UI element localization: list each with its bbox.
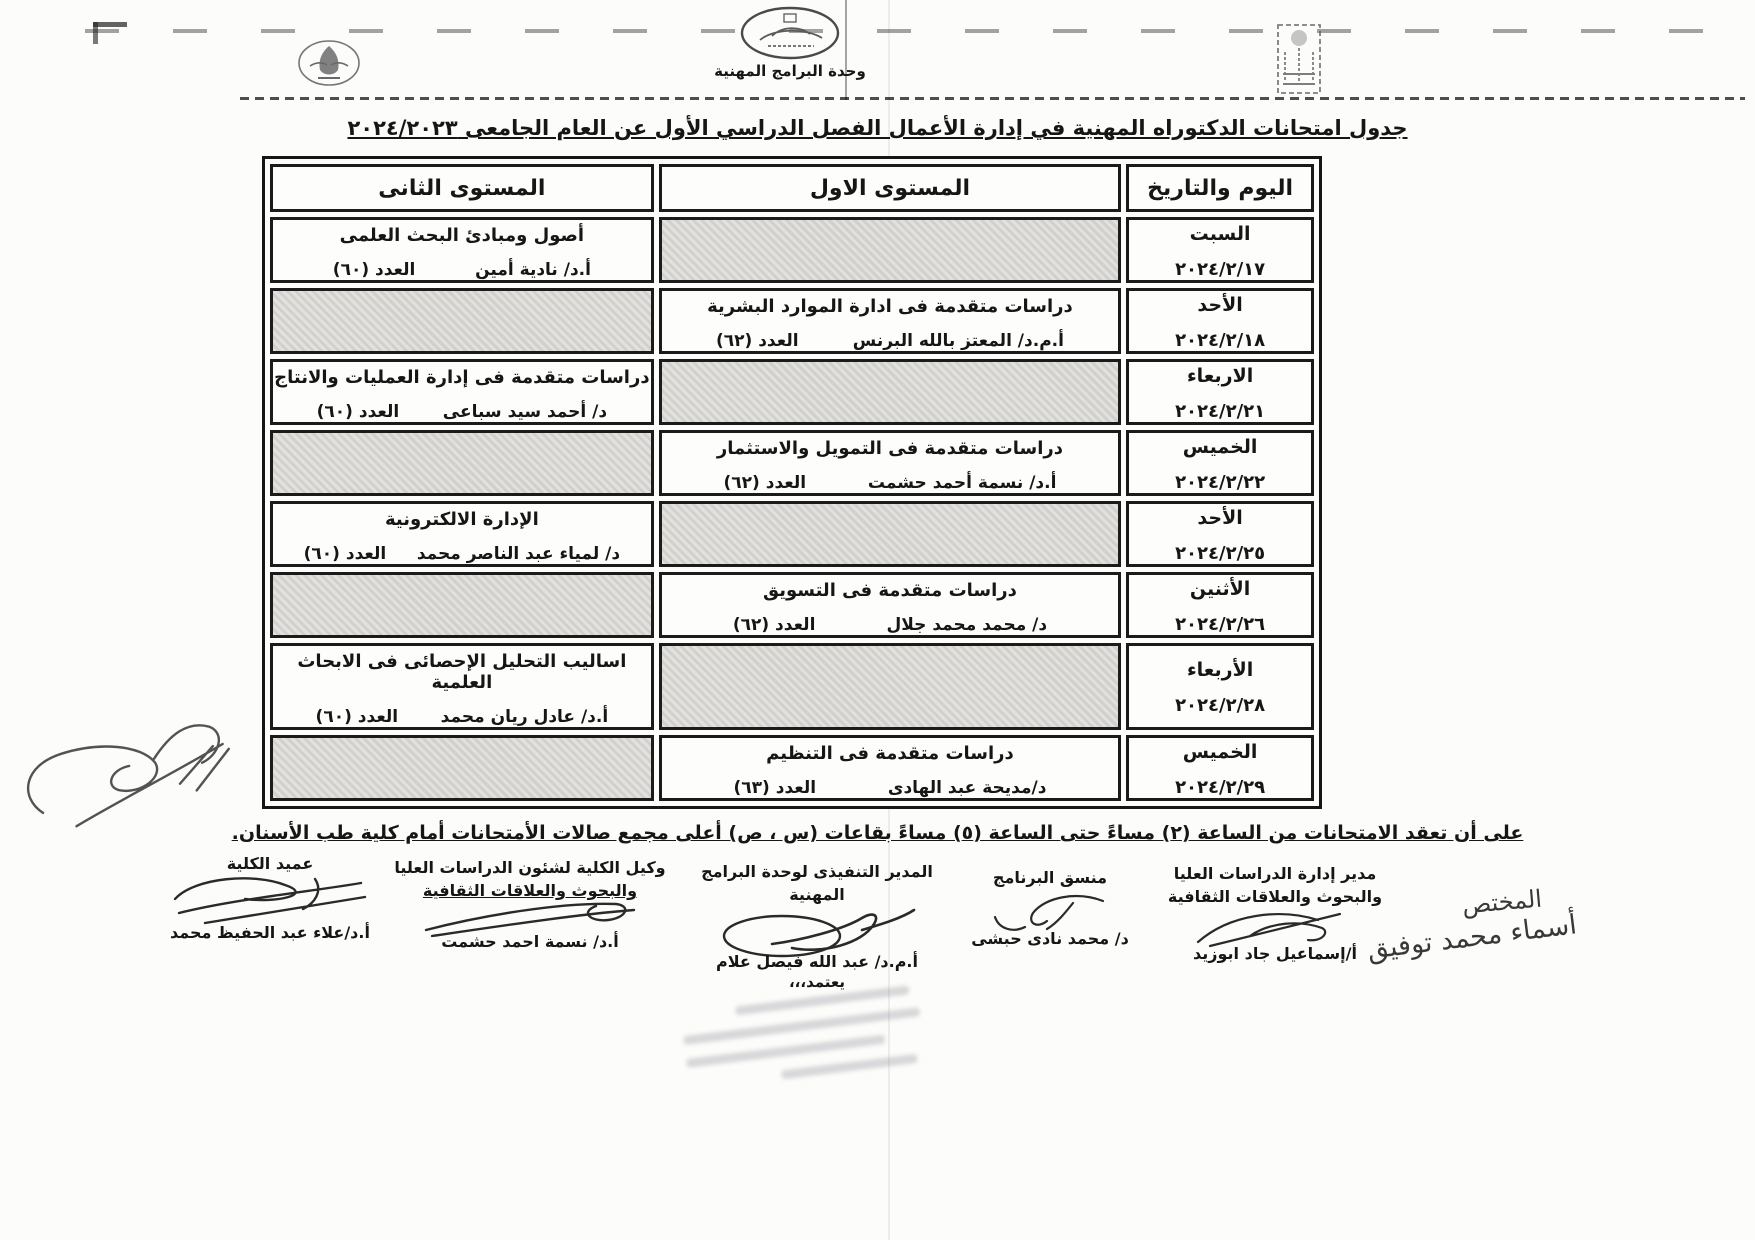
exam-cell: أصول ومبادئ البحث العلمى أ.د/ نادية أمين العدد (٦٠) (270, 217, 654, 283)
sig-title-line: المدير التنفيذى لوحدة البرامج المهنية (701, 862, 933, 905)
student-count: العدد (٦٠) (316, 402, 400, 422)
column-header-day-date: اليوم والتاريخ (1126, 164, 1314, 212)
day-date-cell: الأحد ٢٠٢٤/٢/١٨ (1126, 288, 1314, 354)
exam-cell: دراسات متقدمة فى التسويق د/ محمد محمد جلال العدد (٦٢) (659, 572, 1121, 638)
exam-cell: دراسات متقدمة فى التمويل والاستثمار أ.د/ نسمة أحمد حشمت العدد (٦٢) (659, 430, 1121, 496)
table-row (270, 359, 1314, 425)
sig-title-line: عميد الكلية (226, 854, 314, 873)
exam-timing-note: على أن تعقد الامتحانات من الساعة (٢) مساءً حتى الساعة (٥) مساءً بقاعات (س ، ص) أعلى مجمع صالات الأمتحانات أمام كلية طب الأسنان. (231, 822, 1524, 844)
lecturer: أ.م.د/ المعتز بالله البرنس (852, 331, 1064, 351)
table-row (270, 643, 1314, 730)
sig-name: أ.د/ نسمة احمد حشمت (441, 932, 619, 952)
exam-cell: الإدارة الالكترونية د/ لمياء عبد الناصر محمد العدد (٦٠) (270, 501, 654, 567)
lecturer: د/ لمياء عبد الناصر محمد (416, 544, 621, 564)
lecturer: د/ أحمد سيد سباعى (442, 402, 608, 422)
sig-title-line: مدير إدارة الدراسات العليا (1173, 864, 1377, 883)
handwritten-label: المختص (1460, 884, 1544, 920)
signature-block-coordinator (950, 866, 1150, 948)
table-row (270, 572, 1314, 638)
empty-cell (270, 288, 654, 354)
column-header-level2: المستوى الثانى (270, 164, 654, 212)
sig-name: أ.د/علاء عبد الحفيظ محمد (170, 923, 370, 943)
column-header-level1: المستوى الاول (659, 164, 1121, 212)
day-date-cell: الخميس ٢٠٢٤/٢/٢٩ (1126, 735, 1314, 801)
signature-block-dean (150, 852, 390, 942)
sig-title-line: منسق البرنامج (992, 868, 1108, 887)
exam-cell: دراسات متقدمة فى إدارة العمليات والانتاج د/ أحمد سيد سباعى العدد (٦٠) (270, 359, 654, 425)
empty-cell (659, 501, 1121, 567)
exam-cell: دراسات متقدمة فى ادارة الموارد البشرية أ.م.د/ المعتز بالله البرنس العدد (٦٢) (659, 288, 1121, 354)
lecturer: د/ محمد محمد جلال (886, 615, 1048, 635)
empty-cell (270, 430, 654, 496)
empty-cell (659, 359, 1121, 425)
handwritten-name: أسماء محمد توفيق (1365, 909, 1579, 966)
empty-cell (659, 643, 1121, 730)
student-count: العدد (٦٢) (723, 473, 807, 493)
student-count: العدد (٦٠) (303, 544, 387, 564)
sig-title-line: والبحوث والعلاقات الثقافية (422, 881, 638, 901)
registry-stamp-icon (1275, 22, 1323, 96)
approval-word: يعتمد،،، (788, 973, 846, 992)
empty-cell (659, 217, 1121, 283)
page-title: جدول امتحانات الدكتوراه المهنية في إدارة الأعمال الفصل الدراسي الأول عن العام الجامعى ٢٠٢٤/٢٠٢٣ (347, 116, 1408, 140)
college-stamp-icon (296, 38, 362, 88)
table-row (270, 501, 1314, 567)
sig-title-line: والبحوث والعلاقات الثقافية (1167, 887, 1383, 907)
lecturer: أ.د/ نسمة أحمد حشمت (867, 473, 1057, 493)
table-row (270, 735, 1314, 801)
margin-handwritten-signature (0, 682, 256, 878)
day-date-cell: الخميس ٢٠٢٤/٢/٢٢ (1126, 430, 1314, 496)
day-date-cell: الأثنين ٢٠٢٤/٢/٢٦ (1126, 572, 1314, 638)
scan-corner-mark (93, 22, 98, 44)
student-count: العدد (٦٣) (733, 778, 817, 798)
table-row (270, 217, 1314, 283)
day-date-cell: الأحد ٢٠٢٤/٢/٢٥ (1126, 501, 1314, 567)
scan-corner-mark (93, 22, 127, 27)
sig-name: د/ محمد نادى حبشى (971, 929, 1129, 949)
table-row (270, 288, 1314, 354)
signature-block-exec-director (672, 860, 962, 991)
table-header-row (270, 164, 1314, 212)
exam-cell: اساليب التحليل الإحصائى فى الابحاث العلمية أ.د/ عادل ريان محمد العدد (٦٠) (270, 643, 654, 730)
student-count: العدد (٦٠) (332, 260, 416, 280)
empty-cell (270, 572, 654, 638)
lecturer: أ.د/ عادل ريان محمد (440, 707, 609, 727)
student-count: العدد (٦٢) (715, 331, 799, 351)
day-date-cell: السبت ٢٠٢٤/٢/١٧ (1126, 217, 1314, 283)
day-date-cell: الأربعاء ٢٠٢٤/٢/٢٨ (1126, 643, 1314, 730)
lecturer: د/مديحة عبد الهادى (887, 778, 1047, 798)
unit-label: وحدة البرامج المهنية (714, 62, 866, 80)
student-count: العدد (٦٠) (315, 707, 399, 727)
sig-name: أ.م.د/ عبد الله فيصل علام (716, 952, 918, 972)
header-dashed-separator (240, 97, 1745, 100)
table-row (270, 430, 1314, 496)
fold-line-top (845, 0, 847, 100)
exam-cell: دراسات متقدمة فى التنظيم د/مديحة عبد الهادى العدد (٦٣) (659, 735, 1121, 801)
exam-schedule-table (262, 156, 1322, 809)
signature-block-vice-dean (385, 856, 675, 951)
university-emblem-icon (738, 6, 842, 64)
day-date-cell: الاربعاء ٢٠٢٤/٢/٢١ (1126, 359, 1314, 425)
faint-stamp (669, 970, 932, 1120)
lecturer: أ.د/ نادية أمين (475, 260, 591, 280)
empty-cell (270, 735, 654, 801)
student-count: العدد (٦٢) (732, 615, 816, 635)
top-dashed-line (85, 29, 1740, 33)
sig-name: أ/إسماعيل جاد ابوزيد (1193, 944, 1357, 964)
sig-title-line: وكيل الكلية لشئون الدراسات العليا (394, 858, 666, 877)
